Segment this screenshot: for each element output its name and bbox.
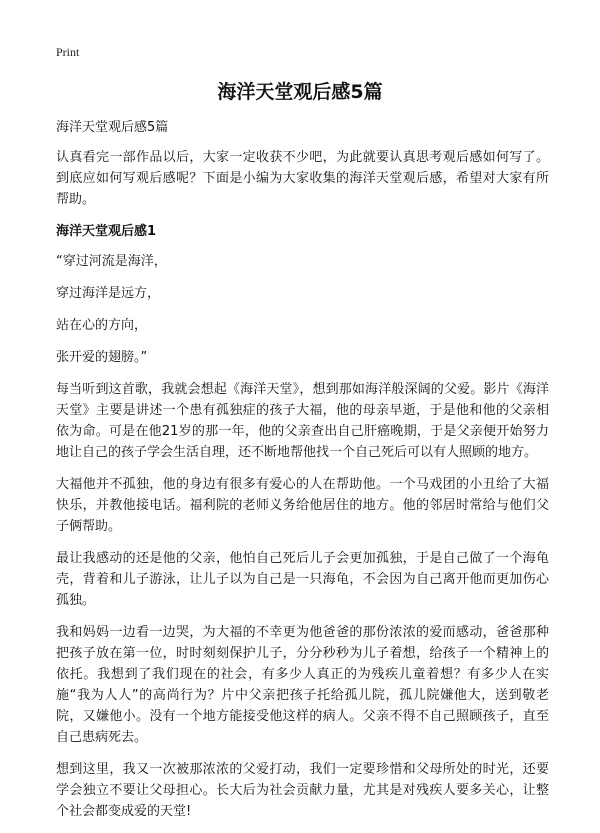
- body-paragraph: 想到这里，我又一次被那浓浓的父爱打动，我们一定要珍惜和父母所处的时光，还要学会独立不要让父母担心。长大后为社会贡献力量，尤其是对残疾人要多关心，让整个社会都变成爱的天堂!: [56, 762, 549, 819]
- print-link[interactable]: Print: [56, 45, 80, 59]
- body-paragraph: 每当听到这首歌，我就会想起《海洋天堂》，想到那如海洋般深阔的父爱。影片《海洋天堂》主要是讲述一个患有孤独症的孩子大福，他的母亲早逝，于是他和他的父亲相依为命。可是在他21岁的那一年，他的父亲查出自己肝癌晚期，于是父亲便开始努力地让自己的孩子学会生活自理，还不断地帮他找一个自己死后可以有人照顾的地方。: [56, 382, 549, 460]
- page-title: 海洋天堂观后感5篇: [217, 81, 383, 103]
- body-paragraph: 我和妈妈一边看一边哭，为大福的不幸更为他爸爸的那份浓浓的爱而感动，爸爸那种把孩子放在第一位，时时刻刻保护儿子，分分秒秒为儿子着想，给孩子一个精神上的依托。我想到了我们现在的社会，有多少人真正的为残疾儿童着想？有多少人在实施“我为人人”的高尚行为？片中父亲把孩子托给孤儿院，孤儿院嫌他大，送到敬老院，又嫌他小。没有一个地方能接受他这样的病人。父亲不得不自己照顾孩子，直至自己患病死去。: [56, 625, 549, 745]
- body-paragraph: 最让我感动的还是他的父亲，他怕自己死后儿子会更加孤独，于是自己做了一个海龟壳，背着和儿子游泳，让儿子以为自己是一只海龟，不会因为自己离开他而更加伤心孤独。: [56, 551, 549, 608]
- intro-paragraph: 认真看完一部作品以后，大家一定收获不少吧，为此就要认真思考观后感如何写了。到底应如何写观后感呢？下面是小编为大家收集的海洋天堂观后感，希望对大家有所帮助。: [56, 150, 549, 207]
- verse-line: 站在心的方向，: [56, 318, 148, 333]
- article-body: [56, 117, 549, 833]
- verse-line: 张开爱的翅膀。”: [56, 350, 148, 365]
- verse-line: 穿过海洋是远方，: [56, 286, 161, 301]
- verse-line: “穿过河流是海洋，: [56, 254, 167, 269]
- article-subtitle: 海洋天堂观后感5篇: [56, 120, 169, 135]
- section-heading: 海洋天堂观后感1: [56, 224, 157, 239]
- body-paragraph: 大福他并不孤独，他的身边有很多有爱心的人在帮助他。一个马戏团的小丑给了大福快乐，并教他接电话。福利院的老师义务给他居住的地方。他的邻居时常给与他们父子俩帮助。: [56, 477, 549, 534]
